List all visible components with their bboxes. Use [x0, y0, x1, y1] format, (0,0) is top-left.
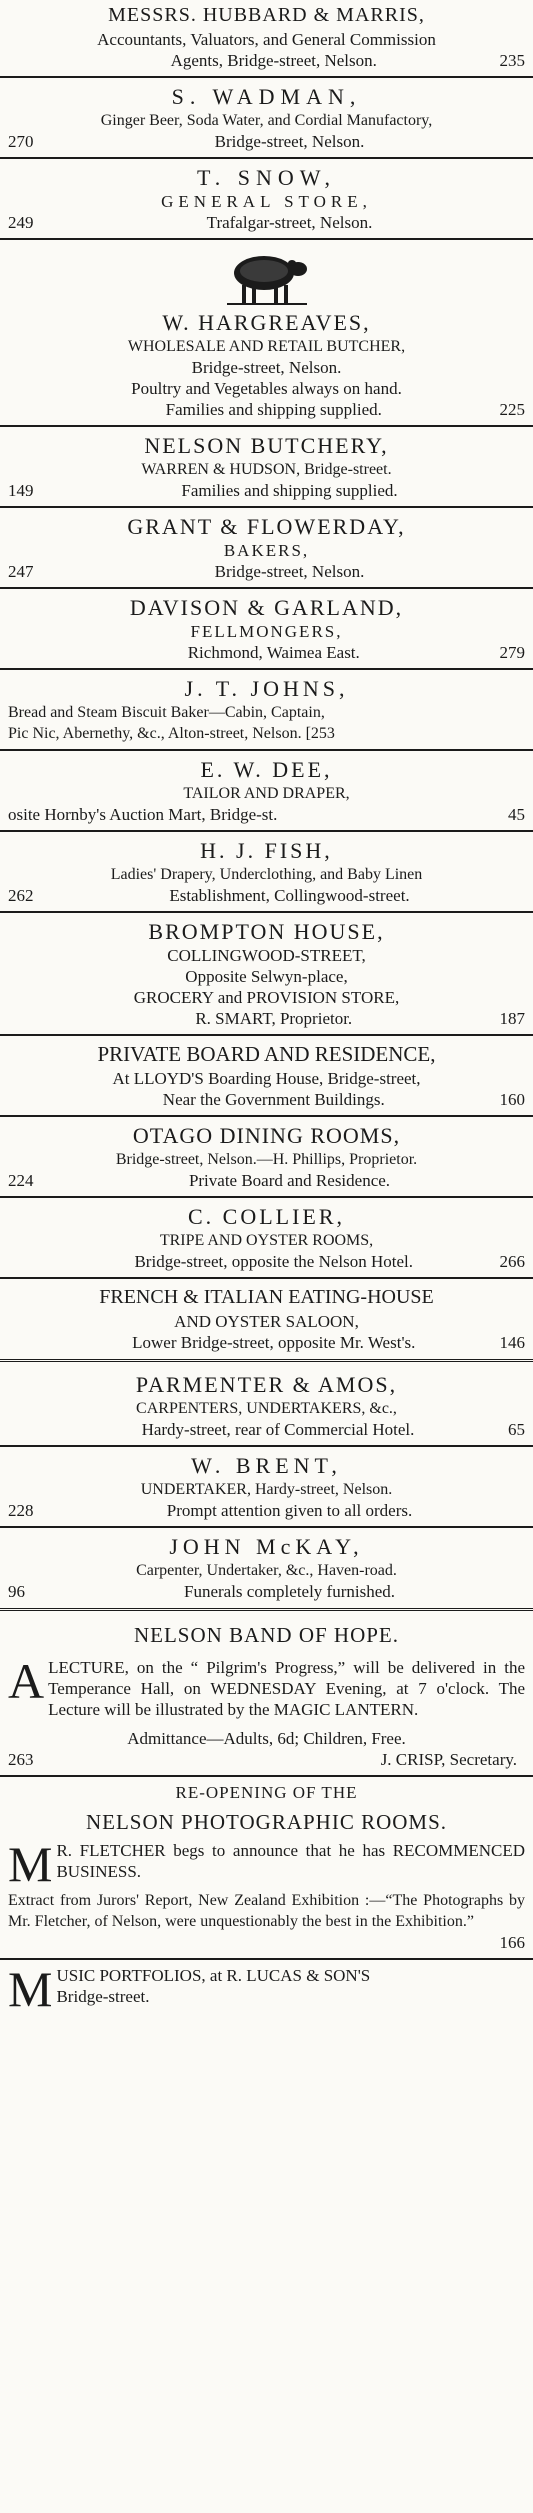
ad-line: Families and shipping supplied. — [165, 400, 382, 419]
ad-line: Funerals completely furnished. — [183, 1582, 396, 1601]
ad-davison-garland — [0, 594, 533, 663]
ad-number: 160 — [499, 1090, 525, 1109]
divider — [0, 1775, 533, 1777]
drop-cap: M — [8, 1961, 53, 2017]
ad-number: 65 — [508, 1420, 525, 1439]
ad-number: 228 — [8, 1501, 34, 1520]
ad-line: TRIPE AND OYSTER ROOMS, — [159, 1232, 374, 1249]
ad-row — [8, 1419, 525, 1440]
divider — [0, 1196, 533, 1198]
ad-pre: RE-OPENING OF THE — [175, 1783, 358, 1802]
ad-number: 166 — [499, 1933, 525, 1952]
ad-line: Families and shipping supplied. — [181, 481, 398, 500]
ad-nelson-butchery — [0, 432, 533, 501]
ad-row — [8, 1749, 525, 1770]
ad-row — [8, 212, 525, 233]
ad-row — [8, 50, 525, 71]
ad-title: GRANT & FLOWERDAY, — [127, 514, 406, 539]
ad-line: Hardy-street, rear of Commercial Hotel. — [141, 1420, 415, 1439]
ad-extract: Extract from Jurors' Report, New Zealand Exhibition :—“The Photographs by Mr. Fletcher, of Nelson, were unquestionably the best in the Exhibition.” — [8, 1892, 525, 1930]
divider — [0, 157, 533, 159]
ad-brompton-house — [0, 918, 533, 1029]
ad-c-collier — [0, 1203, 533, 1272]
ad-number: 224 — [8, 1171, 34, 1190]
ad-line: R. SMART, Proprietor. — [195, 1009, 353, 1028]
divider — [0, 1526, 533, 1528]
ad-line: COLLINGWOOD-STREET, — [167, 946, 366, 965]
ad-row — [8, 1500, 525, 1521]
ad-title: T. SNOW, — [196, 165, 337, 190]
drop-cap: M — [8, 1836, 53, 1892]
ad-line: Ladies' Drapery, Underclothing, and Baby Linen — [110, 866, 423, 883]
ad-line: Near the Government Buildings. — [162, 1090, 385, 1109]
ad-line: Ginger Beer, Soda Water, and Cordial Manufactory, — [100, 112, 433, 129]
ad-row — [8, 804, 525, 825]
ad-row — [8, 1932, 525, 1953]
ad-snow — [0, 164, 533, 233]
divider — [0, 1359, 533, 1365]
ad-line: CARPENTERS, UNDERTAKERS, &c., — [136, 1400, 397, 1417]
ad-title: J. T. JOHNS, — [184, 676, 349, 701]
ad-line: GROCERY and PROVISION STORE, — [133, 988, 400, 1007]
ad-number: 279 — [499, 643, 525, 662]
ad-title: MESSRS. HUBBARD & MARRIS, — [108, 4, 425, 26]
ad-number: 247 — [8, 562, 34, 581]
divider — [0, 1115, 533, 1117]
ad-number: 149 — [8, 481, 34, 500]
ad-line: WARREN & HUDSON, Bridge-street. — [141, 461, 392, 478]
ad-hj-fish — [0, 837, 533, 906]
ad-sub: BAKERS, — [223, 541, 310, 560]
ad-line: Accountants, Valuators, and General Commission — [97, 30, 436, 49]
ad-number: 262 — [8, 886, 34, 905]
ad-row — [8, 1089, 525, 1110]
ad-private-board — [0, 1041, 533, 1110]
ad-line: Richmond, Waimea East. — [187, 643, 360, 662]
ad-row — [8, 1170, 525, 1191]
divider — [0, 425, 533, 427]
divider — [0, 1958, 533, 1960]
ad-line: J. CRISP, Secretary. — [380, 1750, 517, 1769]
ad-line: Opposite Selwyn-place, — [185, 967, 348, 986]
ad-row — [8, 561, 525, 582]
ad-title: FRENCH & ITALIAN EATING-HOUSE — [99, 1286, 434, 1308]
divider — [0, 1034, 533, 1036]
ad-number: 263 — [8, 1750, 34, 1769]
ad-line: Admittance—Adults, 6d; Children, Free. — [127, 1729, 406, 1748]
ad-grant-flowerday — [0, 513, 533, 582]
ad-row — [8, 642, 525, 663]
ad-row — [8, 1332, 525, 1353]
ad-title: W. BRENT, — [191, 1453, 342, 1478]
ad-row — [8, 131, 525, 152]
ad-line: At LLOYD'S Boarding House, Bridge-street, — [112, 1069, 421, 1088]
ad-line: Trafalgar-street, Nelson. — [206, 213, 373, 232]
ad-title: JOHN McKAY, — [169, 1534, 364, 1559]
divider — [0, 1608, 533, 1614]
ad-line: Bread and Steam Biscuit Baker—Cabin, Captain, — [8, 704, 325, 721]
ad-parmenter-amos — [0, 1371, 533, 1440]
ad-line: Prompt attention given to all orders. — [166, 1501, 413, 1520]
ad-title: H. J. FISH, — [200, 838, 333, 863]
ad-line: TAILOR AND DRAPER, — [183, 785, 350, 802]
ad-number: 146 — [499, 1333, 525, 1352]
ad-body — [8, 1653, 525, 1720]
ad-line: Establishment, Collingwood-street. — [169, 886, 410, 905]
divider — [0, 506, 533, 508]
ad-row — [8, 1581, 525, 1602]
ad-title: E. W. DEE, — [200, 757, 333, 782]
ad-title: NELSON BAND OF HOPE. — [133, 1623, 400, 1647]
ad-line: Bridge-street, Nelson. — [214, 132, 365, 151]
ad-title: W. HARGREAVES, — [162, 310, 371, 335]
ad-line: Private Board and Residence. — [188, 1171, 391, 1190]
ad-title: DAVISON & GARLAND, — [129, 595, 404, 620]
ad-wadman — [0, 83, 533, 152]
ad-number: 225 — [499, 400, 525, 419]
ad-row — [8, 1008, 525, 1029]
ad-w-brent — [0, 1452, 533, 1521]
ad-row — [8, 399, 525, 420]
ad-number: 187 — [499, 1009, 525, 1028]
ad-title: BROMPTON HOUSE, — [148, 919, 385, 944]
ad-title: NELSON PHOTOGRAPHIC ROOMS. — [85, 1810, 448, 1834]
ad-title: PARMENTER & AMOS, — [135, 1372, 398, 1397]
drop-cap: A — [8, 1653, 45, 1709]
ad-number: 235 — [499, 51, 525, 70]
ad-ew-dee — [0, 756, 533, 825]
ad-line: Bridge-street, Nelson. — [214, 562, 365, 581]
divider — [0, 587, 533, 589]
ad-title: NELSON BUTCHERY, — [144, 433, 389, 458]
ad-hargreaves — [0, 245, 533, 420]
ad-line: Poultry and Vegetables always on hand. — [131, 379, 402, 398]
ad-line: Bridge-street, Nelson.—H. Phillips, Proprietor. — [115, 1151, 418, 1168]
ad-body — [8, 1836, 525, 1892]
ad-row — [8, 1251, 525, 1272]
ad-number: 266 — [499, 1252, 525, 1271]
ad-sub: FELLMONGERS, — [190, 622, 343, 641]
ad-line: WHOLESALE AND RETAIL BUTCHER, — [127, 338, 406, 355]
ad-sub: GENERAL STORE, — [161, 192, 372, 211]
divider — [0, 1277, 533, 1279]
ad-line: Agents, Bridge-street, Nelson. — [170, 51, 377, 70]
divider — [0, 830, 533, 832]
ad-row — [8, 480, 525, 501]
ad-french-italian — [0, 1284, 533, 1353]
ad-body-text: R. FLETCHER begs to announce that he has RECOMMENCED BUSINESS. — [56, 1841, 525, 1881]
ad-line: Lower Bridge-street, opposite Mr. West's. — [132, 1333, 416, 1352]
ad-title: S. WADMAN, — [171, 84, 362, 109]
ad-number: 96 — [8, 1582, 25, 1601]
ad-title: C. COLLIER, — [187, 1204, 346, 1229]
ad-photographic-rooms — [0, 1782, 533, 1953]
ad-john-mckay — [0, 1533, 533, 1602]
ad-line: Bridge-street, Nelson. — [191, 358, 342, 377]
ad-hubbard-marris — [0, 0, 533, 71]
ad-music-portfolios — [0, 1961, 533, 2017]
divider — [0, 238, 533, 240]
divider — [0, 668, 533, 670]
ad-line: USIC PORTFOLIOS, at R. LUCAS & SON'S — [56, 1966, 371, 1985]
divider — [0, 76, 533, 78]
ad-body — [8, 1961, 525, 2017]
ad-title: PRIVATE BOARD AND RESIDENCE, — [97, 1042, 436, 1066]
ad-band-of-hope — [0, 1622, 533, 1770]
ad-line: Pic Nic, Abernethy, &c., Alton-street, Nelson. [253 — [8, 725, 335, 742]
ad-line: UNDERTAKER, Hardy-street, Nelson. — [140, 1481, 393, 1498]
ad-number: 45 — [508, 805, 525, 824]
divider — [0, 749, 533, 751]
divider — [0, 911, 533, 913]
ad-jt-johns — [0, 675, 533, 744]
ad-row — [8, 885, 525, 906]
ad-title: OTAGO DINING ROOMS, — [132, 1123, 401, 1148]
ad-line: Bridge-street, opposite the Nelson Hotel. — [134, 1252, 414, 1271]
ad-line: AND OYSTER SALOON, — [174, 1312, 359, 1331]
ad-line: Bridge-street. — [56, 1987, 150, 2006]
sheep-icon — [222, 245, 312, 307]
ad-otago-dining — [0, 1122, 533, 1191]
ad-line: osite Hornby's Auction Mart, Bridge-st. — [8, 805, 278, 824]
ad-body-text: LECTURE, on the “ Pilgrim's Progress,” will be delivered in the Temperance Hall, on WEDNESDAY Evening, at 7 o'clock. The Lecture will be illustrated by the MAGIC LANTERN. — [48, 1658, 525, 1719]
ad-number: 249 — [8, 213, 34, 232]
divider — [0, 1445, 533, 1447]
ad-line: Carpenter, Undertaker, &c., Haven-road. — [136, 1562, 397, 1579]
ad-number: 270 — [8, 132, 34, 151]
sheep-illustration — [8, 245, 525, 309]
